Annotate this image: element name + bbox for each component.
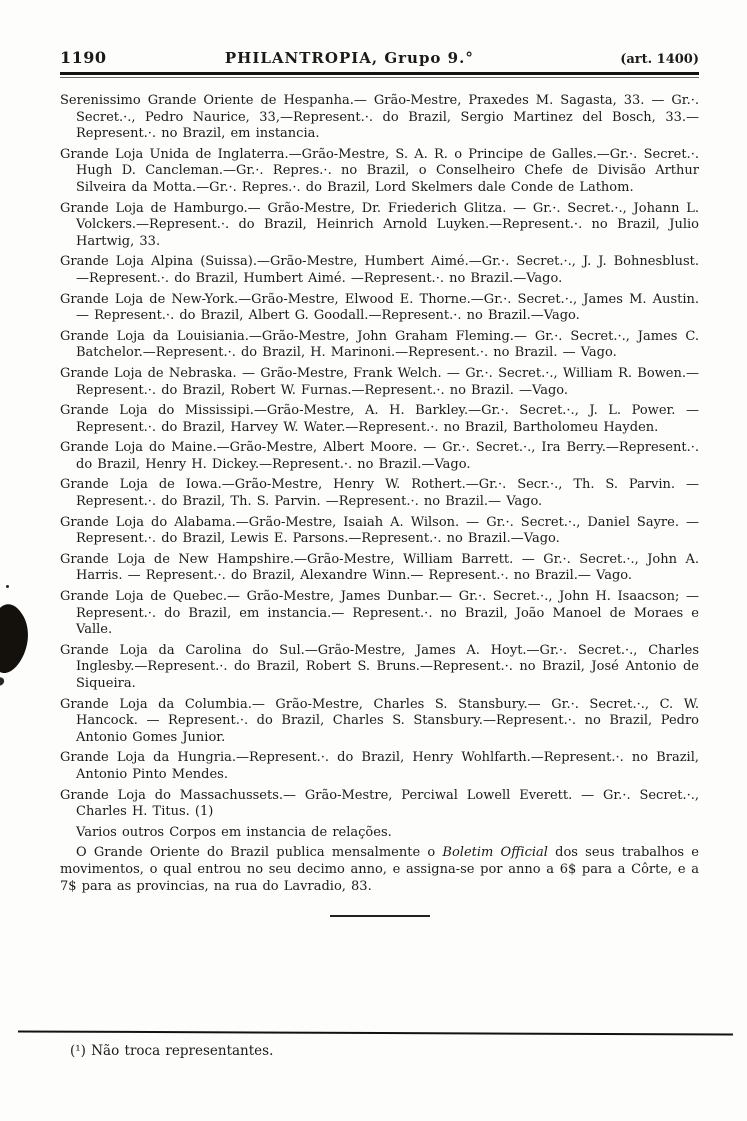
article-reference: (art. 1400)	[620, 52, 699, 67]
boletim-title-italic: Boletim Official	[442, 845, 548, 861]
lodge-entry-massachussets: Grande Loja do Massachussets.— Grão-Mestre, Perciwal Lowell Everett. — Gr.·. Secret.·., Charles H. Titus. (1)	[60, 787, 699, 820]
lodge-entry-carolina-do-sul: Grande Loja da Carolina do Sul.—Grão-Mestre, James A. Hoyt.—Gr.·. Secret.·., Charles Inglesby.—Represent.·. do Brazil, Robert S. Bruns.—Represent.·. no Brazil, José Antonio de Siqueira.	[60, 642, 699, 691]
lodge-entry-quebec: Grande Loja de Quebec.— Grão-Mestre, James Dunbar.— Gr.·. Secret.·., John H. Isaacson; — Represent.·. do Brazil, em instancia.— Represent.·. no Brazil, João Manoel de Moraes e Valle.	[60, 589, 699, 638]
closing-note-boletim	[60, 845, 699, 895]
page-body	[60, 93, 699, 917]
footnote-rule	[18, 1030, 733, 1035]
ink-stain-artifact	[0, 596, 34, 696]
header-rule-thick	[60, 72, 699, 75]
ink-speck	[6, 585, 9, 588]
footnote-area	[18, 1032, 733, 1059]
page-header	[60, 48, 699, 67]
lodge-entry-hespanha: Serenissimo Grande Oriente de Hespanha.— Grão-Mestre, Praxedes M. Sagasta, 33. — Gr.·. Secret.·., Pedro Naurice, 33,—Represent.·. do Brazil, Sergio Martinez del Bosch, 33.— Represent.·. no Brazil, em instancia.	[60, 93, 699, 142]
lodge-entry-hungria: Grande Loja da Hungria.—Represent.·. do Brazil, Henry Wohlfarth.—Represent.·. no Brazil, Antonio Pinto Mendes.	[60, 750, 699, 782]
lodge-entry-iowa: Grande Loja de Iowa.—Grão-Mestre, Henry W. Rothert.—Gr.·. Secr.·., Th. S. Parvin. —Represent.·. do Brazil, Th. S. Parvin. —Represent.·. no Brazil.— Vago.	[60, 477, 699, 510]
boletim-text-post: dos seus trabalhos e movimentos, o qual entrou no seu decimo anno, e assigna-se por anno a 6$ para a Côrte, e a 7$ para as provincias, na rua do Lavradio, 83.	[60, 845, 699, 894]
section-divider	[330, 915, 430, 917]
lodge-entry-new-hampshire: Grande Loja de New Hampshire.—Grão-Mestre, William Barrett. — Gr.·. Secret.·., John A. Harris. — Represent.·. do Brazil, Alexandre Winn.— Represent.·. no Brazil.— Vago.	[60, 551, 699, 584]
lodge-entry-mississipi: Grande Loja do Mississipi.—Grão-Mestre, A. H. Barkley.—Gr.·. Secret.·., J. L. Power. —Represent.·. do Brazil, Harvey W. Water.—Represent.·. no Brazil, Bartholomeu Hayden.	[60, 403, 699, 435]
header-rule-thin	[60, 77, 699, 78]
lodge-entry-new-york: Grande Loja de New-York.—Grão-Mestre, Elwood E. Thorne.—Gr.·. Secret.·., James M. Austin.— Represent.·. do Brazil, Albert G. Goodall.—Represent.·. no Brazil.—Vago.	[60, 291, 699, 324]
lodge-entry-louisiania: Grande Loja da Louisiania.—Grão-Mestre, John Graham Fleming.— Gr.·. Secret.·., James C. Batchelor.—Represent.·. do Brazil, H. Marinoni.—Represent.·. no Brazil. — Vago.	[60, 328, 699, 361]
lodge-entry-alabama: Grande Loja do Alabama.—Grão-Mestre, Isaiah A. Wilson. — Gr.·. Secret.·., Daniel Sayre. — Represent.·. do Brazil, Lewis E. Parsons.—Represent.·. no Brazil.—Vago.	[60, 514, 699, 547]
lodge-entry-inglaterra: Grande Loja Unida de Inglaterra.—Grão-Mestre, S. A. R. o Principe de Galles.—Gr.·. Secret.·. Hugh D. Cancleman.—Gr.·. Repres.·. no Brazil, o Conselheiro Chefe de Divisão Arthur Silveira da Motta.—Gr.·. Repres.·. do Brazil, Lord Skelmers dale Conde de Lathom.	[60, 146, 699, 195]
lodge-entry-alpina: Grande Loja Alpina (Suissa).—Grão-Mestre, Humbert Aimé.—Gr.·. Secret.·., J. J. Bohnesblust. —Represent.·. do Brazil, Humbert Aimé. —Represent.·. no Brazil.—Vago.	[60, 254, 699, 286]
lodge-entry-hamburgo: Grande Loja de Hamburgo.— Grão-Mestre, Dr. Friederich Glitza. — Gr.·. Secret.·., Johann L. Volckers.—Represent.·. do Brazil, Heinrich Arnold Luyken.—Represent.·. no Brazil, Julio Hartwig, 33.	[60, 200, 699, 249]
boletim-text-pre: O Grande Oriente do Brazil publica mensalmente o	[76, 845, 443, 861]
lodge-entry-columbia: Grande Loja da Columbia.— Grão-Mestre, Charles S. Stansbury.— Gr.·. Secret.·., C. W. Hancock. — Represent.·. do Brazil, Charles S. Stansbury.—Represent.·. no Brazil, Pedro Antonio Gomes Junior.	[60, 696, 699, 745]
closing-note-varios: Varios outros Corpos em instancia de relações.	[76, 824, 392, 840]
lodge-entry-nebraska: Grande Loja de Nebraska. — Grão-Mestre, Frank Welch. — Gr.·. Secret.·., William R. Bowen.—Represent.·. do Brazil, Robert W. Furnas.—Represent.·. no Brazil. —Vago.	[60, 365, 699, 398]
running-title: PHILANTROPIA, Grupo 9.°	[224, 49, 474, 67]
lodge-entry-maine: Grande Loja do Maine.—Grão-Mestre, Albert Moore. — Gr.·. Secret.·., Ira Berry.—Represent.·. do Brazil, Henry H. Dickey.—Represent.·. no Brazil.—Vago.	[60, 440, 699, 472]
footnote-text: (¹) Não troca representantes.	[70, 1043, 274, 1059]
page-number: 1190	[60, 48, 107, 67]
